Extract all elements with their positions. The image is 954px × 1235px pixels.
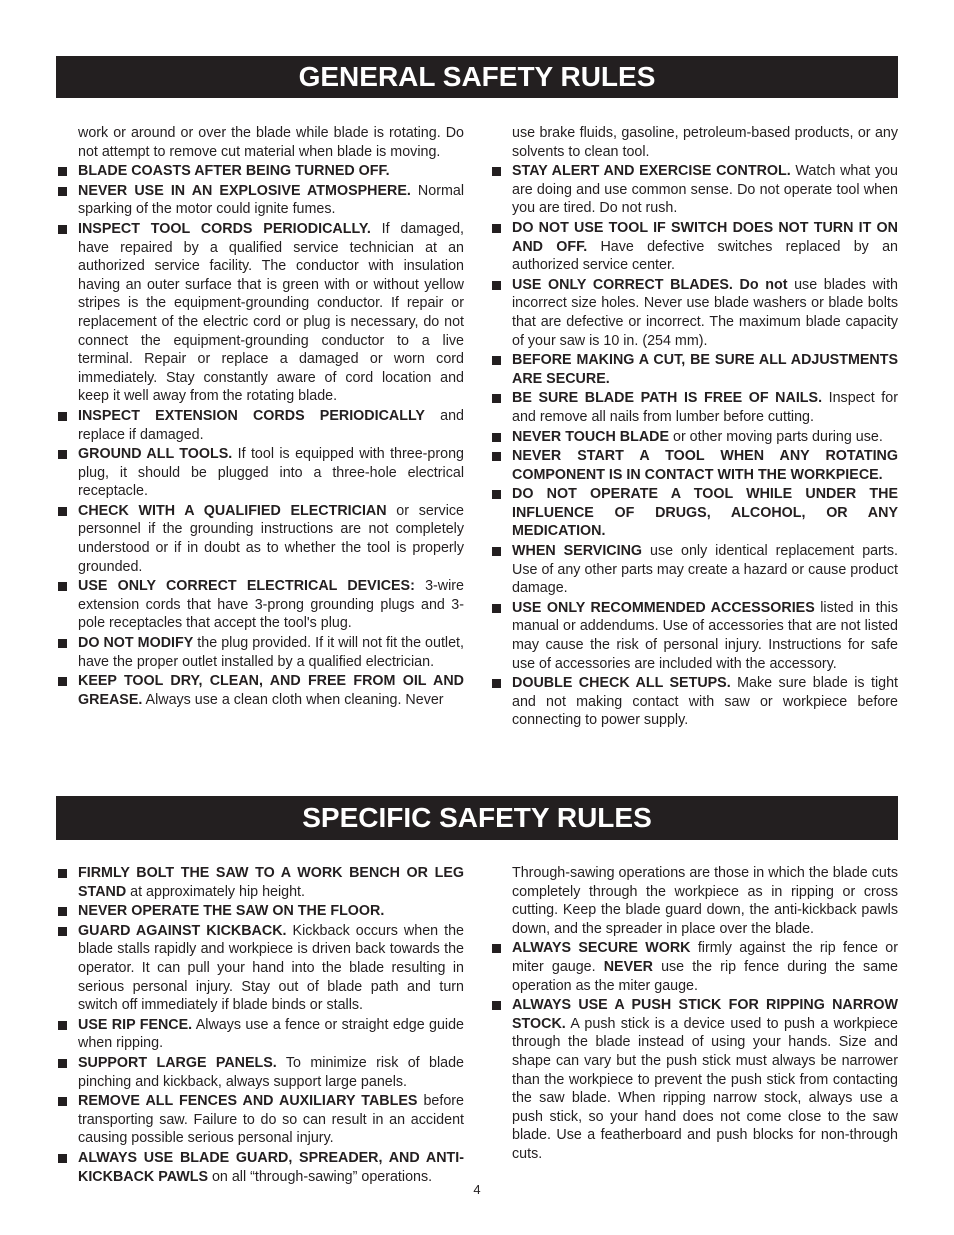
rule-heading: CHECK WITH A QUALIFIED ELECTRICIAN bbox=[78, 502, 387, 519]
rule-text: or other moving parts during use. bbox=[669, 428, 883, 445]
rule-item bbox=[490, 219, 898, 275]
rule-text: use blades with incorrect size holes. Never use blade washers or blade bolts that are defective or incorrect. The maximum blade capacity of your saw is 10 in. (254 mm). bbox=[512, 276, 898, 349]
square-bullet-icon bbox=[58, 927, 67, 936]
rule-text: Make sure blade is tight and not making contact with saw or workpiece before connecting to power supply. bbox=[512, 675, 898, 729]
rule-text: To minimize risk of blade pinching and kickback, always support large panels. bbox=[78, 1054, 464, 1090]
rule-item bbox=[56, 162, 464, 181]
rule-heading: USE ONLY CORRECT ELECTRICAL DEVICES: bbox=[78, 578, 415, 595]
rule-heading: DO NOT USE TOOL IF SWITCH DOES NOT TURN IT ON AND OFF. bbox=[512, 219, 898, 255]
rule-heading: USE ONLY CORRECT BLADES. Do not bbox=[512, 276, 788, 293]
square-bullet-icon bbox=[492, 944, 501, 953]
rule-heading: INSPECT TOOL CORDS PERIODICALLY. bbox=[78, 220, 371, 237]
rule-item bbox=[56, 577, 464, 633]
rule-heading: ALWAYS SECURE WORK bbox=[512, 940, 691, 957]
rule-heading: NEVER OPERATE THE SAW ON THE FLOOR. bbox=[78, 903, 385, 920]
rule-heading: REMOVE ALL FENCES AND AUXILIARY TABLES bbox=[78, 1093, 418, 1110]
square-bullet-icon bbox=[492, 604, 501, 613]
rule-continuation bbox=[490, 864, 898, 938]
square-bullet-icon bbox=[492, 490, 501, 499]
specific-rules-left-column bbox=[56, 864, 464, 1187]
square-bullet-icon bbox=[492, 167, 501, 176]
rule-heading: BE SURE BLADE PATH IS FREE OF NAILS. bbox=[512, 390, 823, 407]
rule-heading: GUARD AGAINST KICKBACK. bbox=[78, 922, 287, 939]
rule-item bbox=[490, 939, 898, 995]
square-bullet-icon bbox=[58, 225, 67, 234]
square-bullet-icon bbox=[58, 167, 67, 176]
rule-heading: DOUBLE CHECK ALL SETUPS. bbox=[512, 675, 731, 692]
general-rules-left-column bbox=[56, 124, 464, 710]
rule-continuation bbox=[490, 124, 898, 161]
rule-item bbox=[56, 220, 464, 406]
rule-text: the plug provided. If it will not fit the outlet, have the proper outlet installed by a qualified electrician. bbox=[78, 635, 465, 670]
general-rules-right-column bbox=[490, 124, 898, 731]
rule-item bbox=[490, 447, 898, 484]
rule-item bbox=[490, 996, 898, 1163]
square-bullet-icon bbox=[58, 1059, 67, 1068]
rule-heading: FIRMLY BOLT THE SAW TO A WORK BENCH OR LEG STAND bbox=[78, 865, 464, 900]
square-bullet-icon bbox=[58, 1097, 67, 1106]
rule-text: Have defective switches replaced by an authorized service center. bbox=[512, 238, 898, 274]
rule-text: Always use a clean cloth when cleaning. Never bbox=[142, 691, 444, 708]
rule-item bbox=[490, 389, 898, 426]
rule-item bbox=[490, 276, 898, 350]
rule-text: Inspect for and remove all nails from lumber before cutting. bbox=[512, 390, 898, 425]
rule-text: Normal sparking of the motor could ignite fumes. bbox=[78, 182, 465, 218]
rule-item bbox=[56, 502, 464, 576]
specific-safety-rules-heading: SPECIFIC SAFETY RULES bbox=[56, 796, 898, 840]
rule-item bbox=[56, 902, 464, 921]
rule-item bbox=[490, 674, 898, 730]
rule-text: Watch what you are doing and use common sense. Do not operate tool when you are tired. Do not rush. bbox=[512, 163, 899, 217]
rule-heading: NEVER START A TOOL WHEN ANY ROTATING COMPONENT IS IN CONTACT WITH THE WORKPIECE. bbox=[512, 448, 898, 483]
rule-heading: GROUND ALL TOOLS. bbox=[78, 446, 233, 463]
rule-text: A push stick is a device used to push a workpiece through the blade instead of using your hands. Size and shape can vary but the push stick must always be narrower than the workpiece to prevent the push stick from contacting the saw blade. When ripping narrow stock, always use a push stick, so your hand does not come close to the saw blade. Use a featherboard and push blocks for non-through cuts. bbox=[512, 1015, 898, 1162]
rule-heading: BLADE COASTS AFTER BEING TURNED OFF. bbox=[78, 163, 390, 180]
square-bullet-icon bbox=[492, 224, 501, 233]
rule-text: on all “through-sawing” operations. bbox=[208, 1168, 433, 1185]
rule-heading: USE ONLY RECOMMENDED ACCESSORIES bbox=[512, 599, 815, 616]
rule-text: 3-wire extension cords that have 3-prong grounding plugs and 3-pole receptacles that accept the tool's plug. bbox=[78, 578, 464, 632]
rule-item bbox=[490, 599, 898, 673]
rule-heading: SUPPORT LARGE PANELS. bbox=[78, 1054, 277, 1071]
rule-heading: ALWAYS USE BLADE GUARD, SPREADER, AND ANTI-KICKBACK PAWLS bbox=[78, 1149, 464, 1185]
rule-heading: STAY ALERT AND EXERCISE CONTROL. bbox=[512, 163, 791, 180]
square-bullet-icon bbox=[58, 412, 67, 421]
square-bullet-icon bbox=[492, 1001, 501, 1010]
rule-text: If tool is equipped with three-prong plug, it should be plugged into a three-hole electrical receptacle. bbox=[78, 446, 464, 500]
rule-text: use only identical replacement parts. Use of any other parts may create a hazard or cause product damage. bbox=[512, 543, 898, 597]
rule-item bbox=[56, 634, 464, 671]
rule-text: listed in this manual or addendums. Use of accessories that are not listed may cause the risk of personal injury. Instructions for safe use of accessories are included with the accessory. bbox=[512, 599, 898, 672]
rule-item bbox=[56, 922, 464, 1015]
square-bullet-icon bbox=[492, 356, 501, 365]
rule-heading: ALWAYS USE A PUSH STICK FOR RIPPING NARROW STOCK. bbox=[512, 997, 898, 1032]
rule-item bbox=[56, 1092, 464, 1148]
rule-heading: USE RIP FENCE. bbox=[78, 1016, 193, 1033]
rule-text: at approximately hip height. bbox=[126, 883, 306, 900]
square-bullet-icon bbox=[58, 677, 67, 686]
square-bullet-icon bbox=[58, 907, 67, 916]
rule-text: use the rip fence during the same operation as the miter gauge. bbox=[512, 958, 899, 994]
rule-item bbox=[56, 1054, 464, 1091]
square-bullet-icon bbox=[492, 281, 501, 290]
page-number: 4 bbox=[473, 1182, 481, 1197]
square-bullet-icon bbox=[492, 452, 501, 461]
rule-text: work or around or over the blade while blade is rotating. Do not attempt to remove cut material when blade is moving. bbox=[78, 125, 464, 160]
square-bullet-icon bbox=[58, 1154, 67, 1163]
rule-heading: BEFORE MAKING A CUT, BE SURE ALL ADJUSTMENTS ARE SECURE. bbox=[512, 352, 898, 387]
square-bullet-icon bbox=[58, 639, 67, 648]
square-bullet-icon bbox=[58, 450, 67, 459]
rule-heading: WHEN SERVICING bbox=[512, 543, 643, 560]
square-bullet-icon bbox=[58, 187, 67, 196]
square-bullet-icon bbox=[492, 679, 501, 688]
specific-rules-right-column bbox=[490, 864, 898, 1165]
rule-text: use brake fluids, gasoline, petroleum-based products, or any solvents to clean tool. bbox=[512, 125, 898, 160]
square-bullet-icon bbox=[492, 433, 501, 442]
square-bullet-icon bbox=[58, 507, 67, 516]
rule-item bbox=[490, 351, 898, 388]
rule-item bbox=[490, 428, 898, 447]
rule-item bbox=[56, 672, 464, 709]
rule-item bbox=[56, 445, 464, 501]
rule-item bbox=[56, 407, 464, 444]
square-bullet-icon bbox=[492, 394, 501, 403]
rule-heading: DO NOT MODIFY bbox=[78, 635, 194, 652]
rule-text: or service personnel if the grounding instructions are not completely understood or if in doubt as to whether the tool is properly grounded. bbox=[78, 502, 464, 575]
rule-heading: KEEP TOOL DRY, CLEAN, AND FREE FROM OIL AND GREASE. bbox=[78, 673, 464, 708]
rule-continuation bbox=[56, 124, 464, 161]
rule-text: Always use a fence or straight edge guide when ripping. bbox=[78, 1016, 465, 1052]
rule-text: If damaged, have repaired by a qualified service technician at an authorized service facility. The conductor with insulation having an outer surface that is green with or without yellow stripes is the equipment-grounding conductor. If repair or replacement of the electric cord or plug is necessary, do not connect the equipment-grounding conductor to a live terminal. Repair or replace a damaged or worn cord immediately. Stay constantly aware of cord location and keep it well away from the rotating blade. bbox=[78, 220, 464, 405]
rule-heading: INSPECT EXTENSION CORDS PERIODICALLY bbox=[78, 407, 425, 424]
rule-text: before transporting saw. Failure to do so can result in an accident causing possible serious personal injury. bbox=[78, 1093, 464, 1147]
rule-item bbox=[56, 864, 464, 901]
rule-item bbox=[56, 1016, 464, 1053]
rule-heading: NEVER TOUCH BLADE bbox=[512, 428, 670, 445]
rule-text: firmly against the rip fence or miter gauge. bbox=[512, 940, 899, 975]
rule-item bbox=[56, 182, 464, 219]
rule-text: Through-sawing operations are those in which the blade cuts completely through the workpiece as in ripping or cross cutting. Keep the blade guard down, the anti-kickback pawls down, and the spreader in place over the blade. bbox=[512, 865, 898, 937]
rule-item bbox=[490, 542, 898, 598]
rule-item bbox=[56, 1149, 464, 1186]
rule-heading: NEVER bbox=[603, 958, 653, 975]
rule-text: and replace if damaged. bbox=[78, 407, 464, 443]
square-bullet-icon bbox=[58, 1021, 67, 1030]
rule-heading: DO NOT OPERATE A TOOL WHILE UNDER THE INFLUENCE OF DRUGS, ALCOHOL, OR ANY MEDICATION. bbox=[512, 486, 898, 540]
square-bullet-icon bbox=[58, 869, 67, 878]
rule-heading: NEVER USE IN AN EXPLOSIVE ATMOSPHERE. bbox=[78, 182, 411, 199]
general-safety-rules-heading: GENERAL SAFETY RULES bbox=[56, 56, 898, 98]
rule-text: Kickback occurs when the blade stalls rapidly and workpiece is driven back towards the operator. It can pull your hand into the blade resulting in serious personal injury. Stay out of blade path and turn switch off immediately if blade binds or stalls. bbox=[78, 922, 465, 1014]
rule-item bbox=[490, 485, 898, 541]
square-bullet-icon bbox=[58, 582, 67, 591]
square-bullet-icon bbox=[492, 547, 501, 556]
rule-item bbox=[490, 162, 898, 218]
